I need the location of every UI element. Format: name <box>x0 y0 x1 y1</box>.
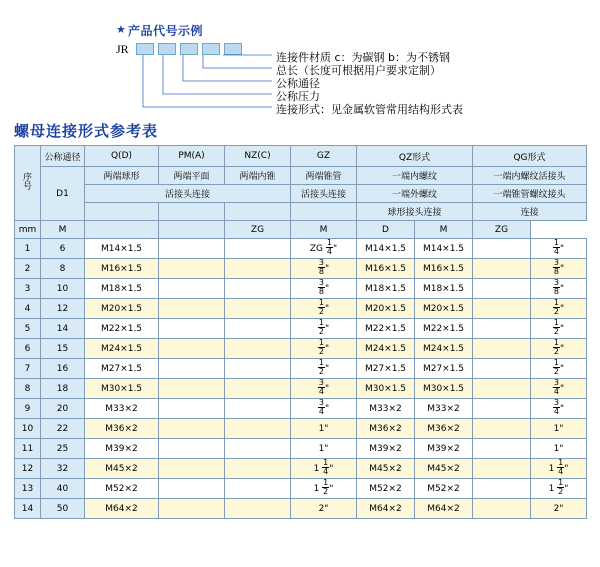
cell-qz-d: M64×2 <box>415 499 473 519</box>
header-group-code: QZ形式 <box>357 146 473 167</box>
cell-qz-d: M30×1.5 <box>415 379 473 399</box>
header-joint: 活接头连接 <box>291 185 357 203</box>
cell-pm <box>159 279 225 299</box>
cell-seq: 4 <box>15 299 41 319</box>
cell-q: M14×1.5 <box>85 239 159 259</box>
header-row-joint <box>15 185 587 203</box>
cell-qg-m <box>473 459 531 479</box>
cell-nz <box>225 439 291 459</box>
cell-qg-zg: 2" <box>531 499 587 519</box>
header-unit: ZG <box>473 221 531 239</box>
cell-pm <box>159 419 225 439</box>
cell-pm <box>159 439 225 459</box>
table-body <box>15 239 587 519</box>
diagram-note: 连接件材质 c：为碳钢 b：为不锈钢 <box>276 51 451 64</box>
cell-qz-d: M36×2 <box>415 419 473 439</box>
table-row <box>15 419 587 439</box>
cell-dn: 40 <box>41 479 85 499</box>
cell-seq: 6 <box>15 339 41 359</box>
header-row-codes <box>15 146 587 167</box>
header-group-type: 两端锥管 <box>291 167 357 185</box>
cell-seq: 3 <box>15 279 41 299</box>
cell-qg-m <box>473 479 531 499</box>
cell-nz <box>225 319 291 339</box>
cell-qz-m: M18×1.5 <box>357 279 415 299</box>
header-joint: 球形接头连接 <box>357 203 473 221</box>
cell-qg-zg: $\frac{1}{2}$ " <box>531 319 587 339</box>
cell-qz-d: M16×1.5 <box>415 259 473 279</box>
header-blank <box>85 203 159 221</box>
cell-dn: 16 <box>41 359 85 379</box>
cell-gz: $\frac{1}{2}$ " <box>291 359 357 379</box>
cell-seq: 2 <box>15 259 41 279</box>
cell-q: M39×2 <box>85 439 159 459</box>
cell-q: M24×1.5 <box>85 339 159 359</box>
header-dn-sub: D1 <box>41 167 85 221</box>
diagram-note: 公称通径 <box>276 77 320 90</box>
table-row <box>15 279 587 299</box>
table-row <box>15 239 587 259</box>
cell-seq: 9 <box>15 399 41 419</box>
cell-q: M64×2 <box>85 499 159 519</box>
table-row <box>15 319 587 339</box>
cell-qg-m <box>473 499 531 519</box>
cell-qz-d: M33×2 <box>415 399 473 419</box>
cell-qg-zg: $\frac{1}{2}$ " <box>531 299 587 319</box>
header-joint: 一端外螺纹 <box>357 185 473 203</box>
cell-nz <box>225 299 291 319</box>
header-unit: D <box>357 221 415 239</box>
cell-gz: 1" <box>291 439 357 459</box>
cell-nz <box>225 339 291 359</box>
cell-gz: $\frac{3}{4}$ " <box>291 379 357 399</box>
cell-dn: 25 <box>41 439 85 459</box>
cell-pm <box>159 479 225 499</box>
cell-pm <box>159 259 225 279</box>
cell-qz-m: M36×2 <box>357 419 415 439</box>
cell-seq: 8 <box>15 379 41 399</box>
header-group-type: 两端球形 <box>85 167 159 185</box>
table-row <box>15 339 587 359</box>
cell-seq: 13 <box>15 479 41 499</box>
cell-qg-zg: $\frac{1}{2}$ " <box>531 339 587 359</box>
cell-dn: 50 <box>41 499 85 519</box>
cell-q: M52×2 <box>85 479 159 499</box>
cell-dn: 18 <box>41 379 85 399</box>
cell-nz <box>225 479 291 499</box>
cell-nz <box>225 279 291 299</box>
cell-seq: 7 <box>15 359 41 379</box>
cell-dn: 12 <box>41 299 85 319</box>
header-group-type: 两端内锥 <box>225 167 291 185</box>
cell-qz-d: M27×1.5 <box>415 359 473 379</box>
cell-qz-m: M33×2 <box>357 399 415 419</box>
cell-gz: $\frac{3}{8}$ " <box>291 279 357 299</box>
cell-qg-m <box>473 319 531 339</box>
cell-qg-zg: $\frac{3}{4}$ " <box>531 399 587 419</box>
cell-qg-m <box>473 279 531 299</box>
cell-qz-m: M27×1.5 <box>357 359 415 379</box>
cell-q: M45×2 <box>85 459 159 479</box>
cell-nz <box>225 359 291 379</box>
cell-pm <box>159 319 225 339</box>
nut-connection-table <box>14 145 587 519</box>
cell-qz-d: M24×1.5 <box>415 339 473 359</box>
header-joint: 活接头连接 <box>85 185 291 203</box>
cell-qz-m: M39×2 <box>357 439 415 459</box>
table-row <box>15 439 587 459</box>
cell-qz-d: M20×1.5 <box>415 299 473 319</box>
cell-gz: 1 $\frac{1}{4}$ " <box>291 459 357 479</box>
table-row <box>15 359 587 379</box>
cell-seq: 11 <box>15 439 41 459</box>
header-unit: ZG <box>225 221 291 239</box>
cell-dn: 10 <box>41 279 85 299</box>
table-head <box>15 146 587 239</box>
header-row-joint2 <box>15 203 587 221</box>
cell-qz-m: M24×1.5 <box>357 339 415 359</box>
header-blank <box>225 203 291 221</box>
cell-seq: 1 <box>15 239 41 259</box>
header-dn-label: 公称通径 <box>41 146 85 167</box>
cell-qz-d: M22×1.5 <box>415 319 473 339</box>
cell-qz-d: M52×2 <box>415 479 473 499</box>
cell-seq: 5 <box>15 319 41 339</box>
cell-nz <box>225 459 291 479</box>
cell-pm <box>159 239 225 259</box>
cell-nz <box>225 379 291 399</box>
cell-qg-m <box>473 239 531 259</box>
cell-gz: $\frac{1}{2}$ " <box>291 299 357 319</box>
header-group-code: Q(D) <box>85 146 159 167</box>
cell-qz-m: M16×1.5 <box>357 259 415 279</box>
cell-q: M36×2 <box>85 419 159 439</box>
header-unit: M <box>41 221 85 239</box>
cell-qg-m <box>473 339 531 359</box>
cell-gz: 1" <box>291 419 357 439</box>
cell-nz <box>225 419 291 439</box>
diagram-note: 连接形式：见金属软管常用结构形式表 <box>276 103 463 116</box>
star-icon: ★ <box>116 23 126 36</box>
cell-qg-zg: 1" <box>531 419 587 439</box>
cell-dn: 14 <box>41 319 85 339</box>
cell-qz-m: M52×2 <box>357 479 415 499</box>
code-prefix: JR <box>116 42 129 56</box>
cell-qg-zg: $\frac{3}{8}$ " <box>531 259 587 279</box>
cell-qg-zg: $\frac{3}{8}$ " <box>531 279 587 299</box>
header-row-types <box>15 167 587 185</box>
cell-q: M30×1.5 <box>85 379 159 399</box>
cell-dn: 8 <box>41 259 85 279</box>
cell-q: M22×1.5 <box>85 319 159 339</box>
cell-nz <box>225 259 291 279</box>
cell-pm <box>159 399 225 419</box>
header-group-code: PM(A) <box>159 146 225 167</box>
cell-dn: 15 <box>41 339 85 359</box>
cell-q: M20×1.5 <box>85 299 159 319</box>
cell-q: M18×1.5 <box>85 279 159 299</box>
header-group-type: 两端平面 <box>159 167 225 185</box>
cell-gz: ZG $\frac{1}{4}$ " <box>291 239 357 259</box>
cell-gz: $\frac{3}{8}$ " <box>291 259 357 279</box>
cell-qz-m: M64×2 <box>357 499 415 519</box>
header-unit: M <box>415 221 473 239</box>
cell-pm <box>159 499 225 519</box>
cell-qg-zg: 1 $\frac{1}{2}$ " <box>531 479 587 499</box>
header-joint: 一端锥管螺纹接头 <box>473 185 587 203</box>
header-joint: 连接 <box>473 203 587 221</box>
diagram-title: 产品代号示例 <box>128 24 204 38</box>
cell-qg-m <box>473 399 531 419</box>
cell-gz: 1 $\frac{1}{2}$ " <box>291 479 357 499</box>
header-unit: M <box>291 221 357 239</box>
cell-qg-m <box>473 359 531 379</box>
header-row-units <box>15 221 587 239</box>
cell-qz-m: M22×1.5 <box>357 319 415 339</box>
cell-qg-m <box>473 259 531 279</box>
cell-qg-zg: 1 $\frac{1}{4}$ " <box>531 459 587 479</box>
cell-dn: 32 <box>41 459 85 479</box>
table-row <box>15 299 587 319</box>
cell-qg-m <box>473 379 531 399</box>
cell-dn: 6 <box>41 239 85 259</box>
header-group-type: 一端内螺纹 <box>357 167 473 185</box>
header-unit <box>85 221 159 239</box>
cell-qz-m: M30×1.5 <box>357 379 415 399</box>
cell-qz-d: M18×1.5 <box>415 279 473 299</box>
cell-qz-m: M45×2 <box>357 459 415 479</box>
table-row <box>15 399 587 419</box>
header-dn-unit: mm <box>15 221 41 239</box>
cell-gz: $\frac{1}{2}$ " <box>291 339 357 359</box>
header-blank <box>159 203 225 221</box>
cell-gz: $\frac{3}{4}$ " <box>291 399 357 419</box>
product-code-diagram <box>0 0 600 118</box>
cell-qg-m <box>473 299 531 319</box>
cell-qg-zg: $\frac{1}{2}$ " <box>531 359 587 379</box>
table-row <box>15 379 587 399</box>
cell-q: M33×2 <box>85 399 159 419</box>
cell-gz: $\frac{1}{2}$ " <box>291 319 357 339</box>
diagram-note: 总长（长度可根据用户要求定制） <box>276 64 441 77</box>
cell-dn: 22 <box>41 419 85 439</box>
table-row <box>15 499 587 519</box>
cell-qz-d: M45×2 <box>415 459 473 479</box>
cell-qg-zg: 1" <box>531 439 587 459</box>
cell-qz-m: M14×1.5 <box>357 239 415 259</box>
cell-q: M27×1.5 <box>85 359 159 379</box>
cell-nz <box>225 399 291 419</box>
table-row <box>15 459 587 479</box>
cell-nz <box>225 239 291 259</box>
table-title: 螺母连接形式参考表 <box>14 122 159 140</box>
header-seq: 序 号 <box>15 146 41 221</box>
cell-pm <box>159 459 225 479</box>
header-unit <box>159 221 225 239</box>
header-group-code: NZ(C) <box>225 146 291 167</box>
header-blank <box>291 203 357 221</box>
cell-pm <box>159 359 225 379</box>
cell-nz <box>225 499 291 519</box>
cell-qz-d: M14×1.5 <box>415 239 473 259</box>
cell-seq: 10 <box>15 419 41 439</box>
cell-qz-d: M39×2 <box>415 439 473 459</box>
cell-qg-zg: $\frac{3}{4}$ " <box>531 379 587 399</box>
header-group-type: 一端内螺纹活接头 <box>473 167 587 185</box>
cell-q: M16×1.5 <box>85 259 159 279</box>
cell-pm <box>159 379 225 399</box>
cell-seq: 14 <box>15 499 41 519</box>
table-row <box>15 259 587 279</box>
table-row <box>15 479 587 499</box>
cell-qg-zg: $\frac{1}{4}$ " <box>531 239 587 259</box>
cell-gz: 2" <box>291 499 357 519</box>
cell-pm <box>159 299 225 319</box>
cell-qz-m: M20×1.5 <box>357 299 415 319</box>
cell-qg-m <box>473 439 531 459</box>
header-group-code: QG形式 <box>473 146 587 167</box>
cell-dn: 20 <box>41 399 85 419</box>
header-group-code: GZ <box>291 146 357 167</box>
cell-qg-m <box>473 419 531 439</box>
cell-pm <box>159 339 225 359</box>
diagram-note: 公称压力 <box>276 90 320 103</box>
cell-seq: 12 <box>15 459 41 479</box>
